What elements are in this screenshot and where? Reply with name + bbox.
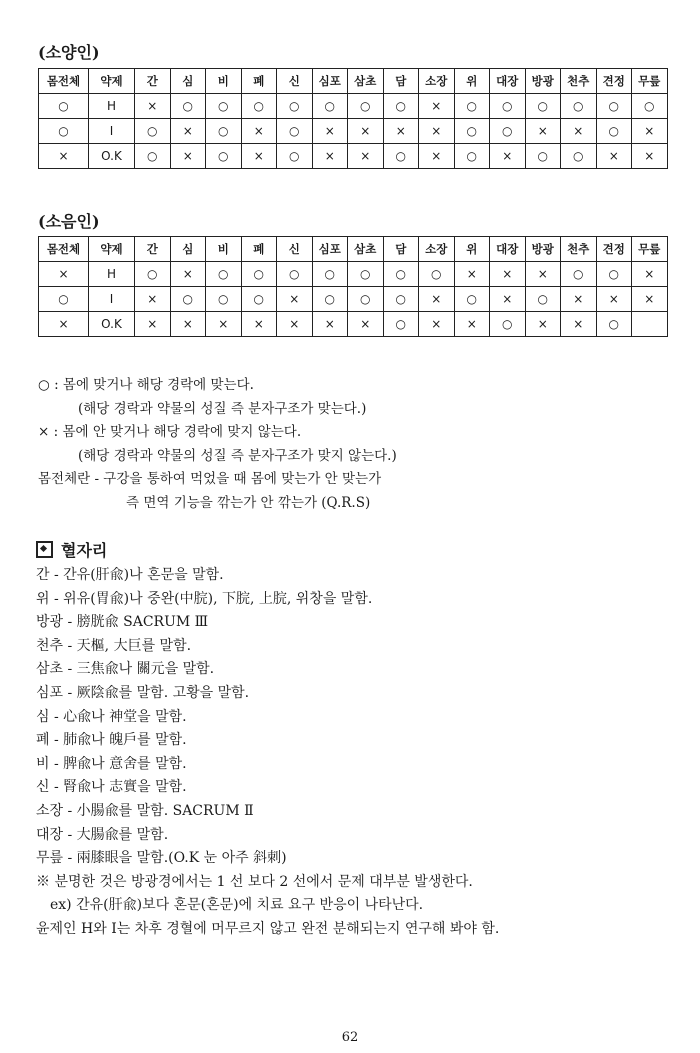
table-title-soeum: (소음인)	[38, 212, 100, 231]
hole-line: 삼초 - 三焦兪나 關元을 말함.	[36, 661, 215, 678]
hole-line: 폐 - 肺兪나 魄戶를 말함.	[36, 732, 187, 749]
table-cell: ○	[454, 144, 490, 169]
table-cell: ○	[561, 94, 597, 119]
table-cell: ○	[206, 287, 242, 312]
table-cell: ×	[490, 262, 526, 287]
table-cell: ○	[454, 94, 490, 119]
table-cell: ○	[561, 144, 597, 169]
table-cell: ○	[596, 119, 632, 144]
table-cell: ○	[277, 94, 313, 119]
table-cell: ○	[348, 287, 384, 312]
table-cell: ○	[632, 94, 668, 119]
header-cell: 신	[277, 69, 313, 94]
table-cell: ×	[383, 119, 419, 144]
table-cell: H	[89, 94, 135, 119]
table-cell: ×	[561, 287, 597, 312]
table-cell: ○	[490, 94, 526, 119]
table-cell: ×	[419, 144, 455, 169]
table-cell: H	[89, 262, 135, 287]
table-cell: ○	[206, 119, 242, 144]
table-cell: ×	[348, 119, 384, 144]
header-cell: 견정	[596, 237, 632, 262]
table-cell: ○	[206, 262, 242, 287]
table-cell: ○	[383, 144, 419, 169]
table-cell: ○	[135, 262, 171, 287]
header-cell: 소장	[419, 237, 455, 262]
table-cell: ×	[454, 262, 490, 287]
table-cell: ×	[241, 144, 277, 169]
table-cell: ○	[241, 262, 277, 287]
table-cell: ○	[596, 312, 632, 337]
header-cell: 방광	[525, 237, 561, 262]
table-soeum	[38, 236, 668, 337]
table-cell: ○	[241, 94, 277, 119]
table-row	[39, 119, 668, 144]
table-cell: ○	[525, 94, 561, 119]
table-cell: ×	[39, 144, 89, 169]
table-cell: ○	[39, 287, 89, 312]
legend-block	[38, 374, 678, 515]
table-cell: ×	[241, 119, 277, 144]
table-cell: ×	[419, 94, 455, 119]
legend-cross: × : 몸에 안 맞거나 해당 경락에 맞지 않는다.	[38, 424, 302, 440]
table-cell: ○	[206, 94, 242, 119]
table-cell: O.K	[89, 144, 135, 169]
holes-heading	[36, 538, 107, 561]
hole-line: 심포 - 厥陰兪를 말함. 고황을 말함.	[36, 684, 250, 701]
table-cell: ○	[135, 119, 171, 144]
header-cell: 견정	[596, 69, 632, 94]
table-cell: O.K	[89, 312, 135, 337]
hole-line: 방광 - 膀胱兪 SACRUM Ⅲ	[36, 614, 209, 631]
table-cell: ×	[561, 119, 597, 144]
table-row	[39, 287, 668, 312]
table-cell: ○	[312, 94, 348, 119]
table-cell: ×	[454, 312, 490, 337]
table-cell: ○	[561, 262, 597, 287]
table-cell: ○	[490, 312, 526, 337]
diamond-box-icon	[36, 541, 53, 558]
table-cell: ○	[525, 287, 561, 312]
header-cell: 몸전체	[39, 69, 89, 94]
header-cell: 위	[454, 69, 490, 94]
hole-line: 간 - 간유(肝兪)나 혼문을 말함.	[36, 567, 224, 583]
table-cell: ○	[525, 144, 561, 169]
holes-heading-text: 혈자리	[61, 541, 108, 560]
hole-line: ex) 간유(肝兪)보다 혼문(혼문)에 치료 요구 반응이 나타난다.	[50, 897, 424, 914]
table-cell: ×	[312, 119, 348, 144]
table-cell: ×	[348, 144, 384, 169]
legend-circle: ○ : 몸에 맞거나 해당 경락에 맞는다.	[38, 377, 254, 393]
table-cell: ×	[419, 119, 455, 144]
header-cell: 심포	[312, 237, 348, 262]
header-cell: 폐	[241, 237, 277, 262]
header-cell: 간	[135, 69, 171, 94]
table-cell: ×	[135, 94, 171, 119]
table-cell: ×	[170, 119, 206, 144]
table-cell: ○	[277, 144, 313, 169]
table-cell: ○	[277, 119, 313, 144]
table-cell: ×	[39, 262, 89, 287]
table-row	[39, 312, 668, 337]
legend-whole-body-note: 즉 면역 기능을 깎는가 안 깎는가 (Q.R.S)	[126, 494, 371, 511]
table-cell: ×	[419, 312, 455, 337]
table-title-soyang: (소양인)	[38, 43, 100, 62]
hole-line: ※ 분명한 것은 방광경에서는 1 선 보다 2 선에서 문제 대부분 발생한다.	[36, 873, 473, 890]
table-cell: ○	[39, 94, 89, 119]
table-cell: ×	[135, 287, 171, 312]
header-cell: 폐	[241, 69, 277, 94]
page-number: 62	[341, 1030, 359, 1045]
table-row	[39, 144, 668, 169]
header-cell: 심	[170, 237, 206, 262]
table-cell: ×	[419, 287, 455, 312]
header-cell: 대장	[490, 69, 526, 94]
hole-line: 비 - 脾兪나 意舍를 말함.	[36, 755, 187, 772]
table-cell: ×	[596, 287, 632, 312]
table-cell: ×	[170, 262, 206, 287]
header-cell: 비	[206, 237, 242, 262]
table-cell: ○	[383, 312, 419, 337]
header-cell: 천추	[561, 69, 597, 94]
table-cell: ×	[525, 119, 561, 144]
hole-line: 위 - 위유(胃兪)나 중완(中脘), 下脘, 上脘, 위창을 말함.	[36, 590, 373, 607]
hole-line: 윤제인 H와 I는 차후 경혈에 머무르지 않고 완전 분해되는지 연구해 봐야 함.	[36, 920, 500, 937]
legend-whole-body: 몸전체란 - 구강을 통하여 먹었을 때 몸에 맞는가 안 맞는가	[38, 471, 382, 487]
header-cell: 몸전체	[39, 237, 89, 262]
hole-line: 신 - 腎兪나 志實을 말함.	[36, 779, 187, 796]
hole-line: 무릎 - 兩膝眼을 말함.(O.K 눈 아주 斜刺)	[36, 850, 287, 867]
table-cell: ○	[383, 287, 419, 312]
table-cell: ×	[525, 262, 561, 287]
legend-cross-note: (해당 경락과 약물의 성질 즉 분자구조가 맞지 않는다.)	[78, 447, 397, 464]
table-cell: ×	[632, 119, 668, 144]
header-cell: 약제	[89, 237, 135, 262]
table-cell: ×	[632, 262, 668, 287]
hole-line: 천추 - 天樞, 大巨를 말함.	[36, 637, 192, 654]
hole-line: 소장 - 小腸兪를 말함. SACRUM Ⅱ	[36, 802, 254, 819]
table-cell: ○	[241, 287, 277, 312]
table-cell: ×	[348, 312, 384, 337]
header-cell: 심	[170, 69, 206, 94]
table-cell: ○	[490, 119, 526, 144]
table-cell: ×	[312, 144, 348, 169]
table-row	[39, 94, 668, 119]
header-cell: 약제	[89, 69, 135, 94]
table-cell: ×	[277, 312, 313, 337]
holes-list	[36, 564, 676, 942]
table-cell: ○	[135, 144, 171, 169]
header-cell: 위	[454, 237, 490, 262]
table-cell: ×	[312, 312, 348, 337]
table-cell: ×	[170, 144, 206, 169]
table-cell: ×	[206, 312, 242, 337]
hole-line: 대장 - 大腸兪를 말함.	[36, 826, 169, 843]
table-cell: ○	[39, 119, 89, 144]
table-cell: ×	[490, 144, 526, 169]
table-cell: ○	[170, 94, 206, 119]
header-cell: 비	[206, 69, 242, 94]
header-cell: 담	[383, 237, 419, 262]
table-cell: ○	[596, 262, 632, 287]
table-soyang	[38, 68, 668, 169]
table-cell: ○	[348, 262, 384, 287]
header-cell: 삼초	[348, 237, 384, 262]
table-cell: ○	[312, 262, 348, 287]
table-cell: ○	[383, 94, 419, 119]
table-cell: ×	[170, 312, 206, 337]
table-cell: ×	[39, 312, 89, 337]
table-header-row	[39, 69, 668, 94]
table-header-row	[39, 237, 668, 262]
table-cell: I	[89, 287, 135, 312]
table-cell: ×	[525, 312, 561, 337]
header-cell: 심포	[312, 69, 348, 94]
header-cell: 소장	[419, 69, 455, 94]
header-cell: 무릎	[632, 237, 668, 262]
table-cell: ○	[277, 262, 313, 287]
header-cell: 신	[277, 237, 313, 262]
table-row	[39, 262, 668, 287]
table-cell: ○	[170, 287, 206, 312]
table-cell: ×	[632, 144, 668, 169]
header-cell: 대장	[490, 237, 526, 262]
table-cell: ×	[135, 312, 171, 337]
table-cell: ○	[454, 119, 490, 144]
header-cell: 담	[383, 69, 419, 94]
table-cell: ○	[348, 94, 384, 119]
header-cell: 삼초	[348, 69, 384, 94]
header-cell: 간	[135, 237, 171, 262]
table-cell: ×	[632, 287, 668, 312]
table-cell: ○	[596, 94, 632, 119]
table-cell: ×	[241, 312, 277, 337]
table-cell: ○	[206, 144, 242, 169]
header-cell: 방광	[525, 69, 561, 94]
legend-circle-note: (해당 경락과 약물의 성질 즉 분자구조가 맞는다.)	[78, 400, 367, 417]
header-cell: 천추	[561, 237, 597, 262]
header-cell: 무릎	[632, 69, 668, 94]
table-cell: ×	[561, 312, 597, 337]
table-cell: ○	[454, 287, 490, 312]
table-cell: ×	[490, 287, 526, 312]
table-cell: ×	[596, 144, 632, 169]
table-cell: ○	[383, 262, 419, 287]
table-cell: ○	[419, 262, 455, 287]
hole-line: 심 - 心兪나 神堂을 말함.	[36, 708, 187, 725]
table-cell: I	[89, 119, 135, 144]
table-cell: ○	[312, 287, 348, 312]
table-cell: ×	[277, 287, 313, 312]
table-cell	[632, 312, 668, 337]
